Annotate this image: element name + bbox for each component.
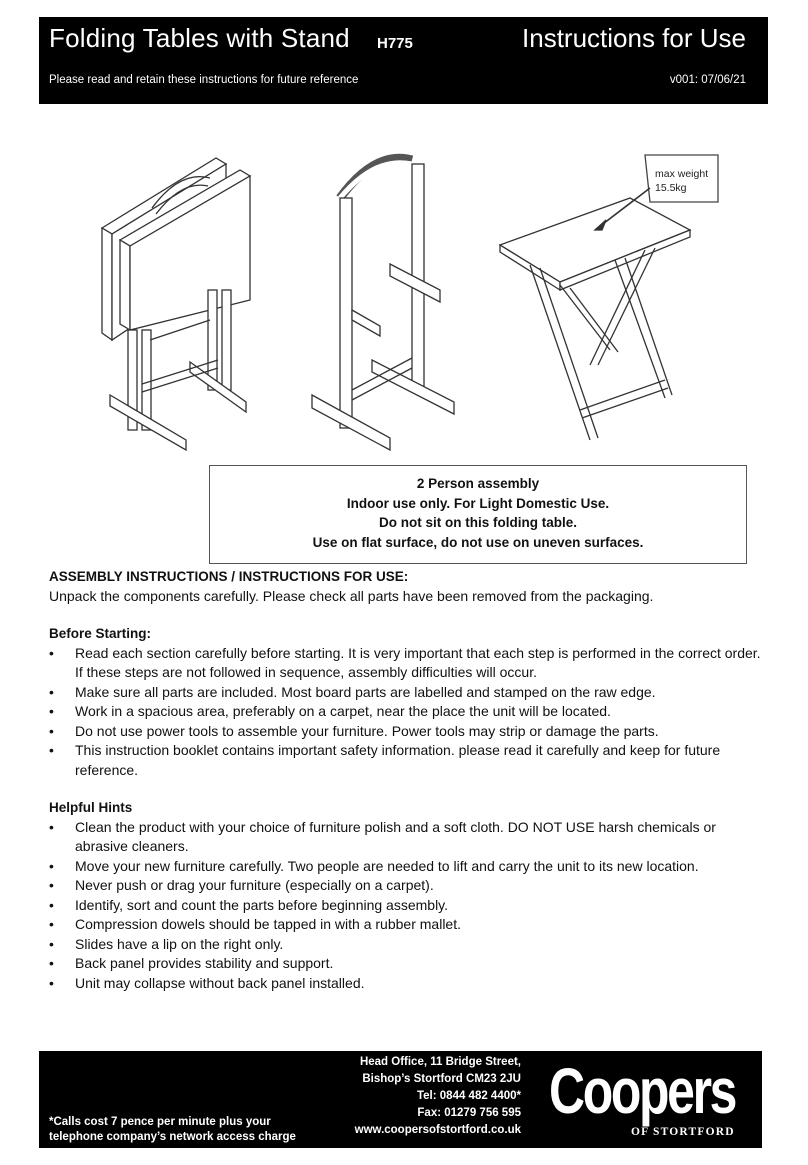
website-line: www.coopersofstortford.co.uk <box>354 1124 521 1136</box>
list-item: • Identify, sort and count the parts before beginning assembly. <box>49 896 764 916</box>
list-item: • Do not use power tools to assemble your furniture. Power tools may strip or damage the parts. <box>49 722 764 742</box>
max-weight-label: max weight <box>655 168 709 180</box>
weight-value-label: 15.5kg <box>655 182 687 194</box>
folded-tables-drawing <box>102 158 250 450</box>
list-item: • Read each section carefully before starting. It is very important that each step is performed in the correct order. If these steps are not followed in sequence, assembly difficulties will occur. <box>49 644 764 683</box>
assembly-heading: ASSEMBLY INSTRUCTIONS / INSTRUCTIONS FOR USE: <box>49 569 409 584</box>
list-item: • Never push or drag your furniture (especially on a carpet). <box>49 876 764 896</box>
list-item: • Back panel provides stability and support. <box>49 954 764 974</box>
calls-cost-note <box>49 1115 296 1145</box>
helpful-hints-heading: Helpful Hints <box>49 800 133 815</box>
brand-logo-subtitle: OF STORTFORD <box>631 1126 735 1138</box>
footer-bar <box>39 1051 762 1148</box>
notice-line: Indoor use only. For Light Domestic Use. <box>346 495 610 511</box>
before-starting-heading: Before Starting: <box>49 626 152 641</box>
stand-drawing <box>312 158 454 450</box>
assembly-intro: Unpack the components carefully. Please check all parts have been removed from the packaging. <box>49 587 654 604</box>
product-code: H775 <box>377 35 413 52</box>
notice-line: Use on flat surface, do not use on uneven surfaces. <box>312 534 644 550</box>
list-item: • Work in a spacious area, preferably on a carpet, near the place the unit will be located. <box>49 702 764 722</box>
helpful-hints-list <box>49 818 764 994</box>
instructions-content <box>49 567 764 993</box>
list-item: • Compression dowels should be tapped in with a rubber mallet. <box>49 915 764 935</box>
header-bar <box>39 17 768 104</box>
list-item: • This instruction booklet contains important safety information. please read it carefully and keep for future reference. <box>49 741 764 780</box>
list-item: • Unit may collapse without back panel installed. <box>49 974 764 994</box>
fax-line: Fax: 01279 756 595 <box>417 1107 521 1119</box>
brand-logo: Coopers <box>549 1055 736 1127</box>
company-address <box>355 1054 521 1139</box>
open-table-drawing <box>500 155 718 440</box>
product-illustration <box>90 140 740 460</box>
notice-line: 2 Person assembly <box>416 476 540 491</box>
phone-line: Tel: 0844 482 4400* <box>416 1090 521 1102</box>
calls-note-line: telephone company’s network access charge <box>49 1131 296 1143</box>
version-label: v001: 07/06/21 <box>669 74 746 86</box>
safety-notice-box <box>209 465 747 564</box>
address-line: Head Office, 11 Bridge Street, <box>359 1056 521 1068</box>
instructions-title: Instructions for Use <box>522 23 746 53</box>
address-line: Bishop’s Stortford CM23 2JU <box>362 1073 521 1085</box>
list-item: • Make sure all parts are included. Most board parts are labelled and stamped on the raw edge. <box>49 683 764 703</box>
before-starting-list <box>49 644 764 781</box>
list-item: • Slides have a lip on the right only. <box>49 935 764 955</box>
calls-note-line: *Calls cost 7 pence per minute plus your <box>49 1116 271 1128</box>
list-item: • Clean the product with your choice of furniture polish and a soft cloth. DO NOT USE harsh chemicals or abrasive cleaners. <box>49 818 764 857</box>
notice-line: Do not sit on this folding table. <box>379 515 577 530</box>
retain-note: Please read and retain these instructions for future reference <box>49 74 359 86</box>
list-item: • Move your new furniture carefully. Two people are needed to lift and carry the unit to its new location. <box>49 857 764 877</box>
document-title: Folding Tables with Stand <box>49 23 350 53</box>
